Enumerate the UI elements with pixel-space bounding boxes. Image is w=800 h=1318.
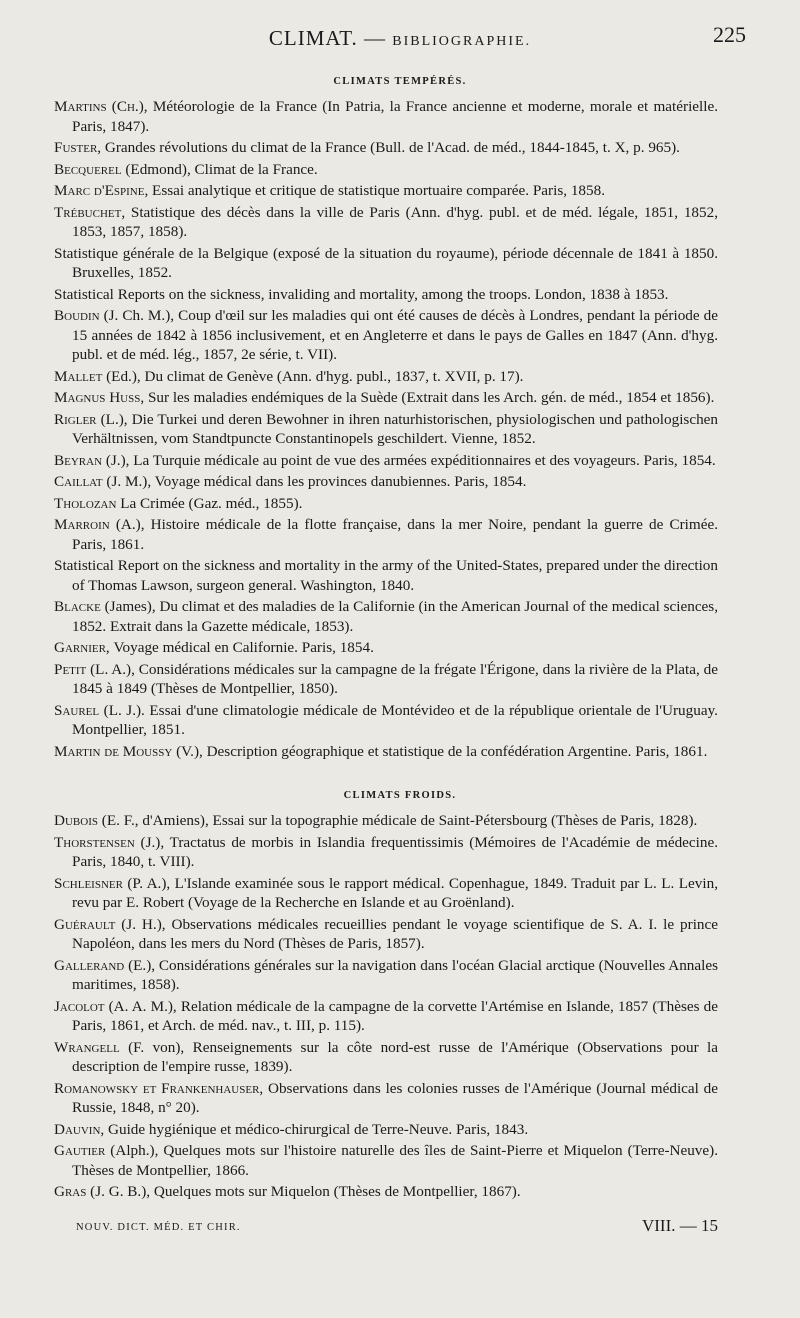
entry-author: Marc d'Espine, — [54, 182, 153, 199]
running-title — [0, 26, 800, 51]
bibliography-entry — [54, 97, 718, 136]
entry-text: Sur les maladies endémiques de la Suède (Extrait dans les Arch. gén. de méd., 1854 et 1856). — [147, 389, 715, 406]
entry-author: Gautier — [54, 1142, 111, 1159]
entry-author: Boudin — [54, 307, 104, 324]
entry-author: Wrangell — [54, 1038, 129, 1056]
bibliography-entry — [54, 956, 718, 995]
bibliography-entry — [54, 1182, 718, 1202]
bibliography-entry — [54, 494, 718, 514]
entry-author: Dauvin, — [54, 1120, 109, 1138]
entry-author: Tholozan — [54, 494, 121, 512]
bibliography-entry — [54, 1141, 718, 1180]
entry-text: Statistique des décès dans la ville de Paris (Ann. d'hyg. publ. et de méd. légale, 1851, 1852, 1853, 1857, 1858). — [72, 203, 718, 240]
entry-text: Statistical Reports on the sickness, invaliding and mortality, among the troops. London, 1838 à 1853. — [54, 285, 669, 303]
entry-text: (A.), Histoire médicale de la flotte française, dans la mer Noire, pendant la guerre de Crimée. Paris, 1861. — [72, 516, 718, 553]
section-title: BIBLIOGRAPHIE. — [392, 34, 532, 49]
bibliography-entry — [54, 285, 718, 305]
entry-text: (J.), Tractatus de morbis in Islandia frequentissimis (Mémoires de l'Académie de médecine. Paris, 1840, t. VIII). — [72, 833, 718, 870]
entry-author: Trébuchet, — [54, 203, 131, 221]
bibliography-entry — [54, 203, 718, 242]
entry-text: (F. von), Renseignements sur la côte nord-est russe de l'Amérique (Observations pour la description de l'empire russe, 1839). — [72, 1038, 719, 1075]
entry-author: Magnus Huss, — [54, 389, 148, 406]
entry-author: Gras — [54, 1183, 91, 1200]
entry-author: Jacolot — [54, 997, 109, 1015]
entry-author: Gallerand — [54, 956, 129, 974]
entry-text: (J. M.), Voyage médical dans les provinces danubiennes. Paris, 1854. — [106, 473, 527, 490]
bibliography-entry — [54, 472, 718, 492]
entry-text: Grandes révolutions du climat de la France (Bull. de l'Acad. de méd., 1844-1845, t. X, p. 965). — [104, 139, 680, 156]
entry-author: Martin de Moussy — [54, 742, 177, 760]
entry-author: Saurel — [54, 701, 104, 719]
entry-author: Thorstensen — [54, 833, 141, 851]
bibliography-entry — [54, 701, 718, 740]
entry-author: Beyran — [54, 451, 106, 469]
bibliography-entry — [54, 742, 718, 762]
entry-author: Garnier, — [54, 639, 114, 656]
running-head — [0, 22, 800, 56]
signature-mark: NOUV. DICT. MÉD. ET CHIR. — [76, 1222, 241, 1233]
bibliography-entry — [54, 160, 718, 180]
entry-text: (A. A. M.), Relation médicale de la campagne de la corvette l'Artémise en Islande, 1857 (Thèses de Paris, 1861, et Arch. de méd. nav., t. III, p. 115). — [72, 997, 718, 1034]
entry-author: Becquerel — [54, 160, 126, 178]
bibliography-list-temperate — [54, 97, 718, 763]
bibliography-entry — [54, 915, 718, 954]
entry-text: (L. A.), Considérations médicales sur la campagne de la frégate l'Érigone, dans la rivière de la Plata, de 1845 à 1849 (Thèses de Montpellier, 1850). — [72, 660, 718, 697]
entry-text: (J. Ch. M.), Coup d'œil sur les maladies qui ont été causes de décès à Londres, pendant la période de 15 années de 1842 à 1856 inclusivement, et en Angleterre et dans le pays de Galles en 1847 (Ann. d'hyg. publ. et de méd. lég., 1857, 2e série, t. VII). — [72, 307, 718, 363]
entry-author: Martins (Ch.), — [54, 98, 153, 115]
bibliography-entry — [54, 811, 718, 831]
entry-text: (Alph.), Quelques mots sur l'histoire naturelle des îles de Saint-Pierre et Miquelon (Terre-Neuve). Thèses de Montpellier, 1866. — [72, 1142, 718, 1179]
entry-text: Observations dans les colonies russes de l'Amérique (Journal médical de Russie, 1848, n° 20). — [72, 1079, 718, 1116]
bibliography-entry — [54, 556, 718, 595]
entry-text: Statistical Report on the sickness and mortality in the army of the United-States, prepared under the direction of Thomas Lawson, surgeon general. Washington, 1840. — [54, 557, 718, 594]
title-separator: — — [357, 26, 393, 50]
bibliography-entry — [54, 833, 718, 872]
entry-text: (L. J.). Essai d'une climatologie médicale de Montévideo et de la république orientale de l'Uruguay. Montpellier, 1851. — [72, 701, 718, 738]
entry-author: Guérault — [54, 915, 122, 933]
entry-author: Schleisner — [54, 874, 128, 892]
entry-author: Caillat — [54, 473, 107, 490]
bibliography-entry — [54, 388, 718, 408]
bibliography-entry — [54, 410, 718, 449]
entry-text: (P. A.), L'Islande examinée sous le rapport médical. Copenhague, 1849. Traduit par L. L. Levin, revu par E. Robert (Voyage de la Recherche en Islande et au Groënland). — [72, 874, 718, 911]
entry-text: (E.), Considérations générales sur la navigation dans l'océan Glacial arctique (Nouvelles Annales maritimes, 1858). — [72, 956, 718, 993]
entry-author: Rigler — [54, 410, 101, 428]
entry-author: Dubois — [54, 812, 102, 829]
entry-author: Petit — [54, 660, 91, 678]
entry-text: (J.), La Turquie médicale au point de vue des armées expéditionnaires et des voyageurs. Paris, 1854. — [105, 451, 716, 469]
bibliography-entry — [54, 1120, 718, 1140]
entry-text: (J. G. B.), Quelques mots sur Miquelon (Thèses de Montpellier, 1867). — [90, 1183, 521, 1200]
entry-text: Essai analytique et critique de statistique mortuaire comparée. Paris, 1858. — [152, 182, 606, 199]
bibliography-entry — [54, 181, 718, 201]
entry-text: Voyage médical en Californie. Paris, 1854. — [113, 639, 374, 656]
volume-sheet-number: VIII. — 15 — [641, 1216, 718, 1235]
bibliography-entry — [54, 306, 718, 365]
entry-text: (V.), Description géographique et statistique de la confédération Argentine. Paris, 1861. — [176, 742, 708, 760]
entry-text: Météorologie de la France (In Patria, la France ancienne et moderne, morale et matérielle. Paris, 1847). — [72, 98, 718, 135]
entry-author: Blacke — [54, 598, 105, 615]
entry-text: (E. F., d'Amiens), Essai sur la topographie médicale de Saint-Pétersbourg (Thèses de Paris, 1828). — [101, 812, 698, 829]
bibliography-entry — [54, 367, 718, 387]
bibliography-entry — [54, 515, 718, 554]
entry-author: Mallet — [54, 367, 107, 385]
section-heading-temperate: CLIMATS TEMPÉRÉS. — [333, 76, 467, 87]
entry-text: (James), Du climat et des maladies de la Californie (in the American Journal of the medical sciences, 1852. Extrait dans la Gazette médicale, 1853). — [72, 598, 719, 635]
bibliography-entry — [54, 997, 718, 1036]
entry-text: (Ed.), Du climat de Genève (Ann. d'hyg. publ., 1837, t. XVII, p. 17). — [106, 367, 524, 385]
bibliography-entry — [54, 1079, 718, 1118]
bibliography-entry — [54, 638, 718, 658]
entry-text: Statistique générale de la Belgique (exposé de la situation du royaume), période décennale de 1841 à 1850. Bruxelles, 1852. — [54, 244, 718, 281]
bibliography-entry — [54, 597, 718, 636]
chapter-title: CLIMAT. — [268, 26, 358, 50]
entry-text: Guide hygiénique et médico-chirurgical de Terre-Neuve. Paris, 1843. — [108, 1120, 529, 1138]
entry-author: Marroin — [54, 516, 116, 533]
entry-author: Fuster, — [54, 139, 105, 156]
entry-text: (J. H.), Observations médicales recueillies pendant le voyage scientifique de S. A. I. le prince Napoléon, dans les mers du Nord (Thèses de Paris, 1857). — [72, 915, 718, 952]
bibliography-entry — [54, 244, 718, 283]
entry-text: La Crimée (Gaz. méd., 1855). — [120, 494, 303, 512]
page-footer — [0, 1216, 800, 1240]
page-number: 225 — [713, 22, 746, 47]
entry-text: (Edmond), Climat de la France. — [125, 160, 318, 178]
entry-text: (L.), Die Turkei und deren Bewohner in ihren naturhistorischen, physiologischen und pathologischen Verhältnissen, vom Standtpuncte Constantinopels geschildert. Vienne, 1852. — [72, 410, 718, 447]
bibliography-entry — [54, 874, 718, 913]
section-heading-cold: CLIMATS FROIDS. — [343, 790, 457, 801]
bibliography-entry — [54, 451, 718, 471]
bibliography-entry — [54, 138, 718, 158]
bibliography-list-cold — [54, 811, 718, 1204]
entry-author: Romanowsky et Frankenhauser, — [54, 1079, 268, 1097]
bibliography-entry — [54, 1038, 718, 1077]
bibliography-entry — [54, 660, 718, 699]
